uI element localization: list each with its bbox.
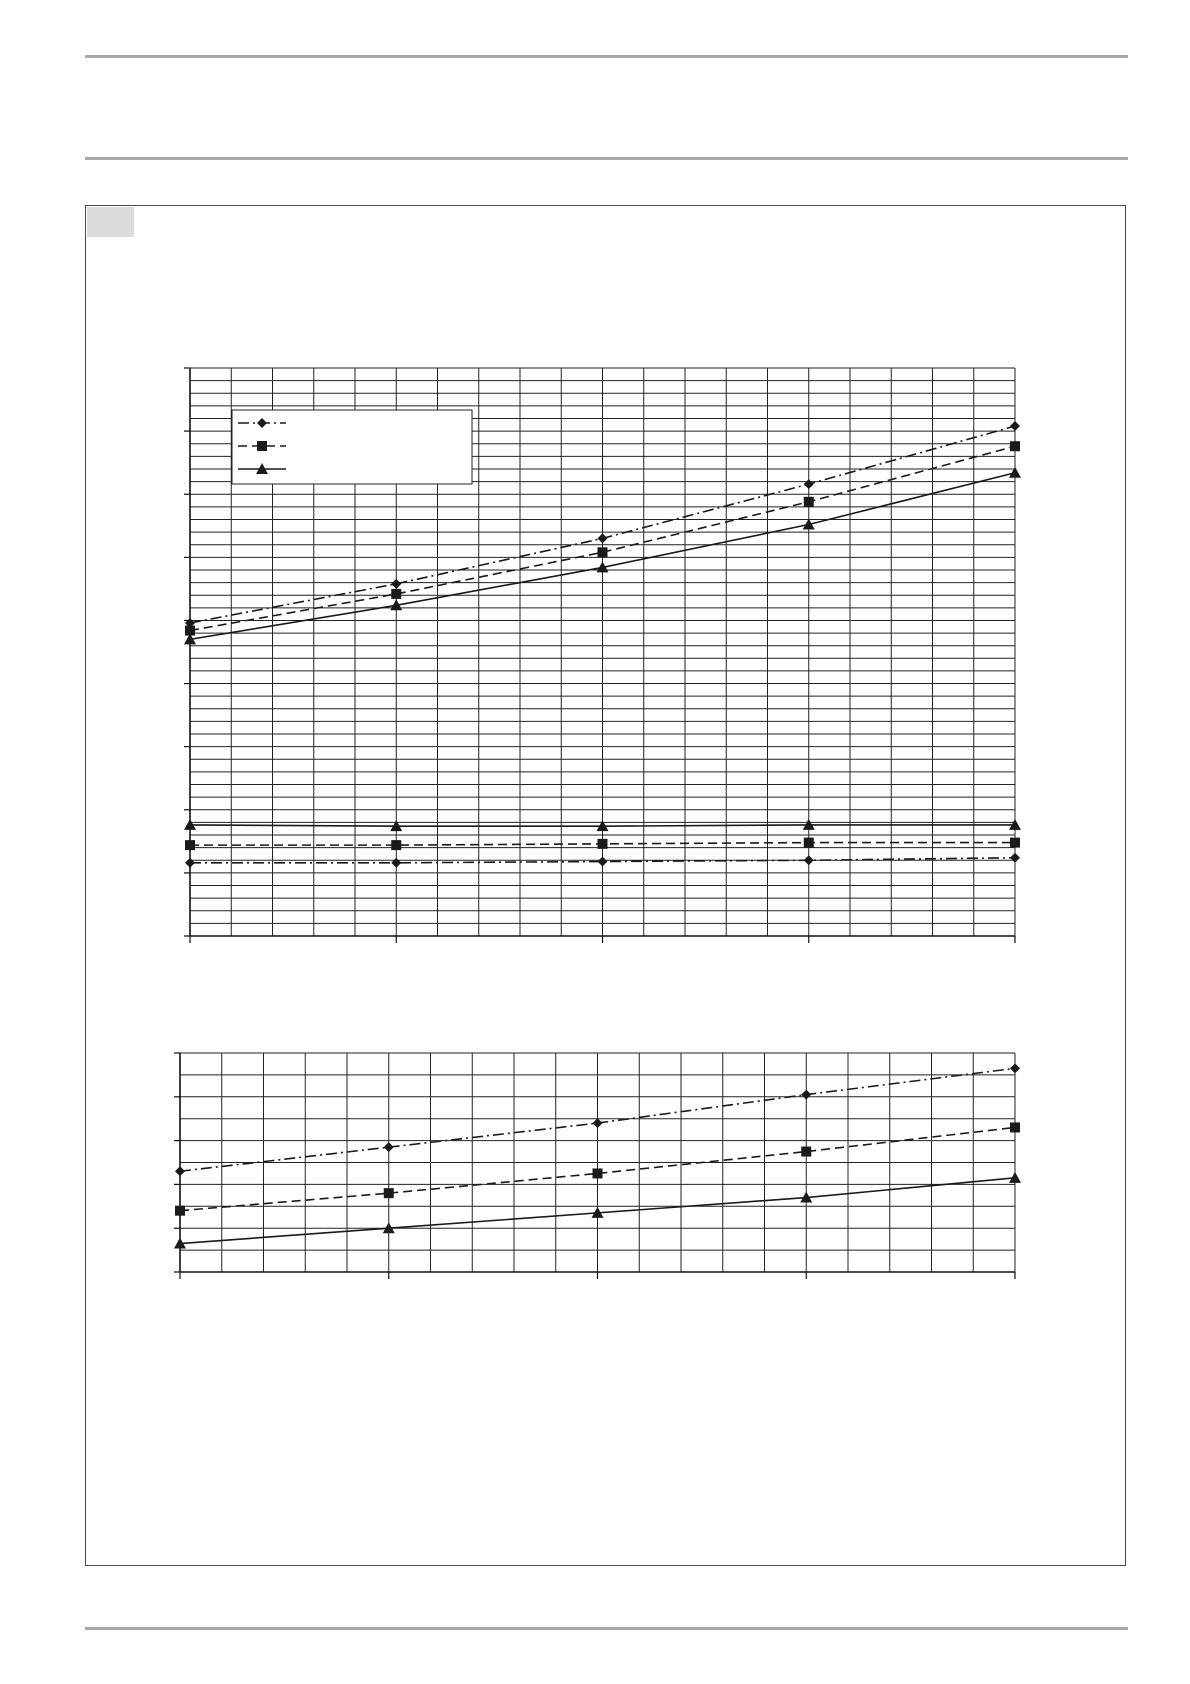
axes — [174, 1053, 1015, 1279]
series-1-point — [801, 1090, 811, 1100]
series-1-point — [1010, 1063, 1020, 1073]
series-1-point — [593, 1118, 603, 1128]
series-1-point — [384, 1142, 394, 1152]
footer-rule — [85, 1627, 1128, 1630]
series-1-point — [175, 1166, 185, 1176]
series-2-point — [175, 1206, 185, 1216]
series-2-point — [384, 1188, 394, 1198]
series-3-point — [1009, 1172, 1021, 1183]
series-2-point — [593, 1168, 603, 1178]
series-2-point — [801, 1147, 811, 1157]
series-2-point — [1010, 1122, 1020, 1132]
grid — [180, 1053, 1015, 1272]
